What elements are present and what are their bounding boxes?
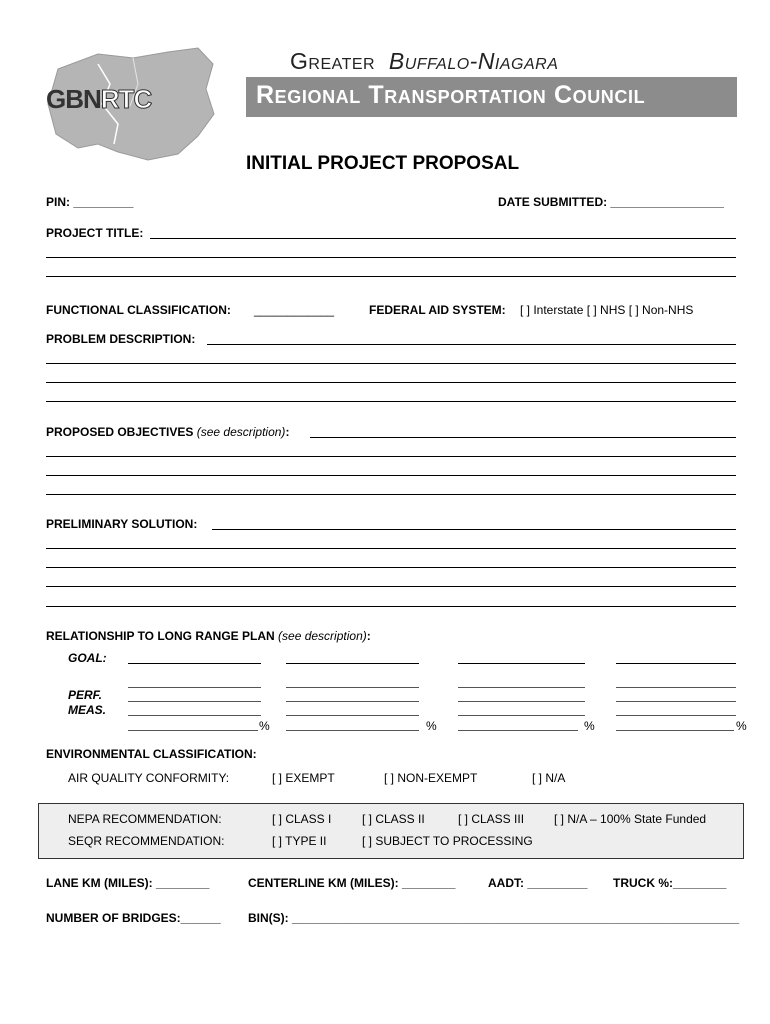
project-title-line[interactable] <box>150 238 736 239</box>
form-title: INITIAL PROJECT PROPOSAL <box>246 153 520 174</box>
number-of-bridges-field[interactable]: NUMBER OF BRIDGES:______ <box>46 911 221 925</box>
perf-label: PERF. <box>68 688 103 702</box>
air-quality-nonexempt-option[interactable]: [ ] NON-EXEMPT <box>384 771 478 785</box>
project-title-label: PROJECT TITLE: <box>46 226 144 240</box>
air-quality-na-option[interactable]: [ ] N/A <box>532 771 566 785</box>
goal-line[interactable] <box>458 663 585 664</box>
goal-line[interactable] <box>128 663 261 664</box>
problem-description-line[interactable] <box>207 344 736 345</box>
percent-sign: % <box>259 719 270 733</box>
nepa-class1-option[interactable]: [ ] CLASS I <box>272 812 332 826</box>
org-name-banner <box>246 77 737 117</box>
perf-meas-line[interactable] <box>458 701 585 702</box>
preliminary-solution-label: PRELIMINARY SOLUTION: <box>46 517 198 531</box>
gbnrtc-logo-text: GBNRTC <box>46 84 152 114</box>
perf-meas-line[interactable] <box>128 701 261 702</box>
nepa-na-option[interactable]: [ ] N/A – 100% State Funded <box>554 812 707 826</box>
date-submitted-field[interactable]: DATE SUBMITTED: _________________ <box>498 195 724 209</box>
seqr-subject-option[interactable]: [ ] SUBJECT TO PROCESSING <box>362 834 533 848</box>
federal-aid-label: FEDERAL AID SYSTEM: <box>369 303 506 317</box>
nepa-class2-option[interactable]: [ ] CLASS II <box>362 812 425 826</box>
preliminary-solution-line[interactable] <box>46 548 736 549</box>
perf-meas-line[interactable] <box>458 687 585 688</box>
federal-aid-options[interactable]: [ ] Interstate [ ] NHS [ ] Non-NHS <box>520 303 694 317</box>
org-name-line1: Greater Buffalo-Niagara <box>290 48 559 74</box>
air-quality-label: AIR QUALITY CONFORMITY: <box>68 771 230 785</box>
proposed-objectives-line[interactable] <box>310 437 736 438</box>
goal-label: GOAL: <box>68 651 107 665</box>
preliminary-solution-line[interactable] <box>46 586 736 587</box>
relationship-label: RELATIONSHIP TO LONG RANGE PLAN (see description): <box>46 629 371 643</box>
problem-description-line[interactable] <box>46 401 736 402</box>
perf-meas-line[interactable] <box>616 687 736 688</box>
air-quality-exempt-option[interactable]: [ ] EXEMPT <box>272 771 335 785</box>
aadt-field[interactable]: AADT: _________ <box>488 876 588 890</box>
functional-classification-label: FUNCTIONAL CLASSIFICATION: <box>46 303 231 317</box>
percent-sign: % <box>584 719 595 733</box>
perf-meas-line[interactable] <box>286 687 419 688</box>
seqr-label: SEQR RECOMMENDATION: <box>68 834 225 848</box>
perf-meas-line[interactable] <box>128 730 258 731</box>
perf-meas-line[interactable] <box>128 687 261 688</box>
perf-meas-line[interactable] <box>286 701 419 702</box>
nepa-class3-option[interactable]: [ ] CLASS III <box>458 812 525 826</box>
lane-km-field[interactable]: LANE KM (MILES): ________ <box>46 876 210 890</box>
project-title-line[interactable] <box>46 257 736 258</box>
problem-description-line[interactable] <box>46 363 736 364</box>
perf-meas-line[interactable] <box>286 730 419 731</box>
proposed-objectives-label: PROPOSED OBJECTIVES (see description): <box>46 425 290 439</box>
proposed-objectives-line[interactable] <box>46 456 736 457</box>
problem-description-label: PROBLEM DESCRIPTION: <box>46 332 196 346</box>
perf-meas-line[interactable] <box>128 715 261 716</box>
preliminary-solution-line[interactable] <box>46 567 736 568</box>
seqr-type2-option[interactable]: [ ] TYPE II <box>272 834 327 848</box>
perf-meas-line[interactable] <box>458 730 578 731</box>
project-title-line[interactable] <box>46 276 736 277</box>
preliminary-solution-line[interactable] <box>46 606 736 607</box>
bins-field[interactable]: BIN(S): ___________________________________________________________________ <box>248 911 740 925</box>
goal-line[interactable] <box>286 663 419 664</box>
perf-meas-line[interactable] <box>616 701 736 702</box>
problem-description-line[interactable] <box>46 382 736 383</box>
perf-meas-line[interactable] <box>286 715 419 716</box>
functional-classification-field[interactable]: ____________ <box>254 303 335 317</box>
preliminary-solution-line[interactable] <box>212 529 736 530</box>
centerline-km-field[interactable]: CENTERLINE KM (MILES): ________ <box>248 876 456 890</box>
nepa-label: NEPA RECOMMENDATION: <box>68 812 222 826</box>
goal-line[interactable] <box>616 663 736 664</box>
org-name-line2: Regional Transportation Council <box>256 81 646 109</box>
proposed-objectives-line[interactable] <box>46 475 736 476</box>
perf-meas-line[interactable] <box>458 715 585 716</box>
truck-percent-field[interactable]: TRUCK %:________ <box>613 876 727 890</box>
proposed-objectives-line[interactable] <box>46 494 736 495</box>
percent-sign: % <box>426 719 437 733</box>
percent-sign: % <box>736 719 747 733</box>
perf-meas-line[interactable] <box>616 715 736 716</box>
perf-meas-line[interactable] <box>616 730 734 731</box>
environmental-classification-label: ENVIRONMENTAL CLASSIFICATION: <box>46 747 257 761</box>
pin-field[interactable]: PIN: _________ <box>46 195 134 209</box>
meas-label: MEAS. <box>68 703 107 717</box>
